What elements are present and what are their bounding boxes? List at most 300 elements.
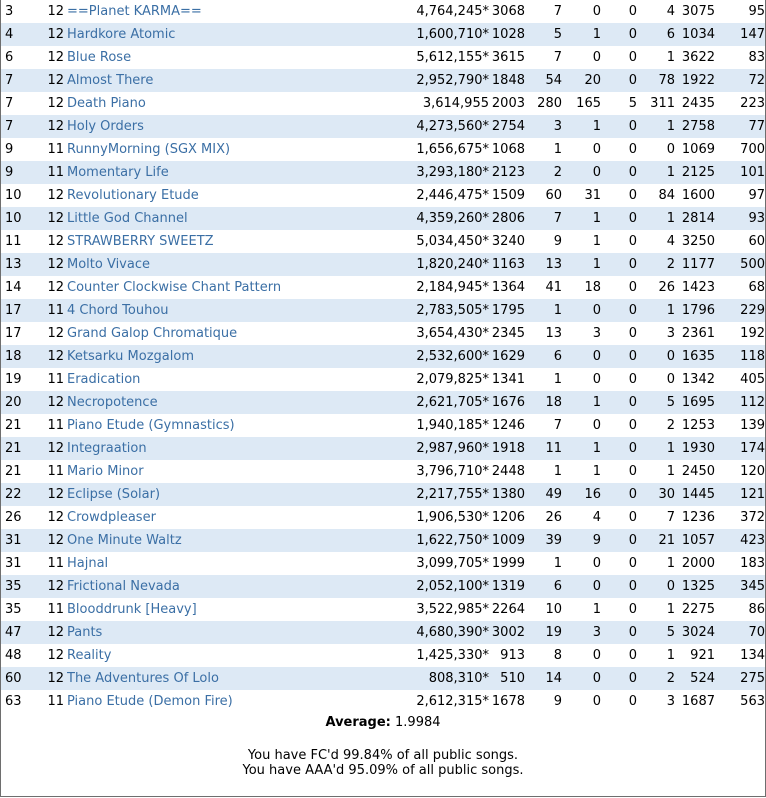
song-link[interactable]: The Adventures Of Lolo — [67, 671, 219, 686]
song-cell — [67, 621, 405, 644]
count-2-cell: 7 — [525, 414, 562, 437]
count-4-cell: 0 — [601, 46, 637, 69]
count-2-cell: 9 — [525, 690, 562, 713]
song-link[interactable]: STRAWBERRY SWEETZ — [67, 234, 214, 249]
count-2-cell: 2 — [525, 161, 562, 184]
difficulty-cell: 12 — [45, 0, 67, 23]
song-link[interactable]: Integraation — [67, 441, 147, 456]
count-1-cell: 2264 — [489, 598, 525, 621]
song-cell — [67, 92, 405, 115]
count-6-cell: 3250 — [675, 230, 715, 253]
difficulty-cell: 11 — [45, 138, 67, 161]
rank-cell: 17 — [1, 299, 45, 322]
count-7-cell: 70 — [715, 621, 765, 644]
count-1-cell: 2448 — [489, 460, 525, 483]
count-3-cell: 1 — [562, 230, 601, 253]
rank-cell: 20 — [1, 391, 45, 414]
difficulty-cell: 11 — [45, 299, 67, 322]
score-cell: 4,359,260* — [405, 207, 489, 230]
rank-cell: 31 — [1, 552, 45, 575]
difficulty-cell: 12 — [45, 506, 67, 529]
count-5-cell: 3 — [637, 690, 675, 713]
count-4-cell: 0 — [601, 23, 637, 46]
count-5-cell: 2 — [637, 253, 675, 276]
count-2-cell: 8 — [525, 644, 562, 667]
song-cell — [67, 253, 405, 276]
count-1-cell: 510 — [489, 667, 525, 690]
song-cell — [67, 529, 405, 552]
count-4-cell: 0 — [601, 391, 637, 414]
count-4-cell: 0 — [601, 69, 637, 92]
count-5-cell: 26 — [637, 276, 675, 299]
count-3-cell: 4 — [562, 506, 601, 529]
song-cell — [67, 161, 405, 184]
table-row — [1, 322, 765, 345]
song-link[interactable]: 4 Chord Touhou — [67, 303, 169, 318]
count-2-cell: 1 — [525, 460, 562, 483]
song-cell — [67, 575, 405, 598]
count-3-cell: 1 — [562, 207, 601, 230]
count-4-cell: 0 — [601, 276, 637, 299]
count-5-cell: 1 — [637, 437, 675, 460]
rank-cell: 26 — [1, 506, 45, 529]
song-link[interactable]: Eclipse (Solar) — [67, 487, 161, 502]
count-5-cell: 1 — [637, 115, 675, 138]
count-6-cell: 2450 — [675, 460, 715, 483]
count-4-cell: 0 — [601, 552, 637, 575]
count-2-cell: 19 — [525, 621, 562, 644]
difficulty-cell: 12 — [45, 184, 67, 207]
score-cell: 5,034,450* — [405, 230, 489, 253]
rank-cell: 6 — [1, 46, 45, 69]
count-1-cell: 3068 — [489, 0, 525, 23]
count-3-cell: 165 — [562, 92, 601, 115]
count-7-cell: 275 — [715, 667, 765, 690]
count-7-cell: 500 — [715, 253, 765, 276]
score-cell: 3,099,705* — [405, 552, 489, 575]
table-row — [1, 115, 765, 138]
rank-cell: 47 — [1, 621, 45, 644]
song-link[interactable]: Grand Galop Chromatique — [67, 326, 238, 341]
score-cell: 3,522,985* — [405, 598, 489, 621]
count-6-cell: 2000 — [675, 552, 715, 575]
count-2-cell: 13 — [525, 253, 562, 276]
count-5-cell: 3 — [637, 322, 675, 345]
count-1-cell: 2345 — [489, 322, 525, 345]
count-6-cell: 1342 — [675, 368, 715, 391]
score-cell: 2,952,790* — [405, 69, 489, 92]
count-2-cell: 6 — [525, 575, 562, 598]
count-5-cell: 1 — [637, 207, 675, 230]
song-link[interactable]: Piano Etude (Gymnastics) — [67, 418, 235, 433]
count-3-cell: 20 — [562, 69, 601, 92]
count-7-cell: 120 — [715, 460, 765, 483]
rank-cell: 13 — [1, 253, 45, 276]
difficulty-cell: 12 — [45, 483, 67, 506]
score-cell: 3,796,710* — [405, 460, 489, 483]
count-3-cell: 9 — [562, 529, 601, 552]
count-7-cell: 118 — [715, 345, 765, 368]
count-2-cell: 41 — [525, 276, 562, 299]
count-1-cell: 1918 — [489, 437, 525, 460]
table-row — [1, 0, 765, 23]
count-4-cell: 0 — [601, 483, 637, 506]
rank-cell: 35 — [1, 598, 45, 621]
score-cell: 1,425,330* — [405, 644, 489, 667]
count-6-cell: 1177 — [675, 253, 715, 276]
count-5-cell: 0 — [637, 368, 675, 391]
rank-cell: 21 — [1, 437, 45, 460]
difficulty-cell: 12 — [45, 621, 67, 644]
count-7-cell: 183 — [715, 552, 765, 575]
scores-table-body — [1, 0, 765, 713]
count-2-cell: 1 — [525, 552, 562, 575]
count-4-cell: 0 — [601, 575, 637, 598]
count-4-cell: 0 — [601, 322, 637, 345]
song-link[interactable]: Molto Vivace — [67, 257, 150, 272]
count-6-cell: 2435 — [675, 92, 715, 115]
song-cell — [67, 46, 405, 69]
rank-cell: 10 — [1, 184, 45, 207]
count-6-cell: 3622 — [675, 46, 715, 69]
count-3-cell: 1 — [562, 460, 601, 483]
song-link[interactable]: Necropotence — [67, 395, 158, 410]
song-link[interactable]: Holy Orders — [67, 119, 144, 134]
song-link[interactable]: Hajnal — [67, 556, 109, 571]
score-cell: 3,654,430* — [405, 322, 489, 345]
count-6-cell: 2814 — [675, 207, 715, 230]
difficulty-cell: 12 — [45, 46, 67, 69]
song-link[interactable]: Counter Clockwise Chant Pattern — [67, 280, 282, 295]
count-5-cell: 78 — [637, 69, 675, 92]
count-7-cell: 77 — [715, 115, 765, 138]
count-4-cell: 0 — [601, 598, 637, 621]
count-1-cell: 2754 — [489, 115, 525, 138]
score-cell: 4,273,560* — [405, 115, 489, 138]
song-cell — [67, 414, 405, 437]
difficulty-cell: 12 — [45, 667, 67, 690]
count-3-cell: 0 — [562, 161, 601, 184]
song-link[interactable]: Frictional Nevada — [67, 579, 180, 594]
difficulty-cell: 12 — [45, 207, 67, 230]
difficulty-cell: 12 — [45, 253, 67, 276]
count-4-cell: 0 — [601, 460, 637, 483]
table-row — [1, 529, 765, 552]
song-link[interactable]: RunnyMorning (SGX MIX) — [67, 142, 231, 157]
rank-cell: 9 — [1, 161, 45, 184]
rank-cell: 4 — [1, 23, 45, 46]
count-4-cell: 0 — [601, 253, 637, 276]
score-cell: 1,820,240* — [405, 253, 489, 276]
song-cell — [67, 184, 405, 207]
song-cell — [67, 207, 405, 230]
difficulty-cell: 12 — [45, 322, 67, 345]
rank-cell: 14 — [1, 276, 45, 299]
table-row — [1, 253, 765, 276]
song-link[interactable]: Revolutionary Etude — [67, 188, 199, 203]
fc-percentage-text: You have FC'd 99.84% of all public songs. — [247, 748, 519, 763]
count-2-cell: 7 — [525, 46, 562, 69]
count-5-cell: 6 — [637, 23, 675, 46]
count-3-cell: 1 — [562, 115, 601, 138]
average-line — [1, 714, 765, 732]
count-6-cell: 524 — [675, 667, 715, 690]
score-cell: 1,656,675* — [405, 138, 489, 161]
song-cell — [67, 0, 405, 23]
song-cell — [67, 115, 405, 138]
count-5-cell: 1 — [637, 644, 675, 667]
count-3-cell: 31 — [562, 184, 601, 207]
count-7-cell: 229 — [715, 299, 765, 322]
song-link[interactable]: Ketsarku Mozgalom — [67, 349, 194, 364]
song-link[interactable]: One Minute Waltz — [67, 533, 182, 548]
table-row — [1, 414, 765, 437]
song-cell — [67, 690, 405, 713]
table-row — [1, 276, 765, 299]
count-2-cell: 1 — [525, 299, 562, 322]
count-5-cell: 0 — [637, 138, 675, 161]
difficulty-cell: 12 — [45, 391, 67, 414]
count-3-cell: 0 — [562, 299, 601, 322]
count-3-cell: 0 — [562, 644, 601, 667]
song-cell — [67, 598, 405, 621]
count-1-cell: 1246 — [489, 414, 525, 437]
score-cell: 1,906,530* — [405, 506, 489, 529]
song-cell — [67, 483, 405, 506]
count-3-cell: 16 — [562, 483, 601, 506]
song-link[interactable]: ==Planet KARMA== — [67, 4, 202, 19]
count-1-cell: 1629 — [489, 345, 525, 368]
song-cell — [67, 506, 405, 529]
table-row — [1, 230, 765, 253]
score-cell: 1,622,750* — [405, 529, 489, 552]
song-cell — [67, 437, 405, 460]
count-2-cell: 280 — [525, 92, 562, 115]
song-link[interactable]: Eradication — [67, 372, 141, 387]
song-cell — [67, 345, 405, 368]
count-6-cell: 1325 — [675, 575, 715, 598]
count-1-cell: 1206 — [489, 506, 525, 529]
song-link[interactable]: Blue Rose — [67, 50, 132, 65]
song-link[interactable]: Death Piano — [67, 96, 146, 111]
count-1-cell: 1509 — [489, 184, 525, 207]
rank-cell: 7 — [1, 69, 45, 92]
difficulty-cell: 12 — [45, 529, 67, 552]
count-7-cell: 60 — [715, 230, 765, 253]
difficulty-cell: 12 — [45, 69, 67, 92]
count-5-cell: 5 — [637, 391, 675, 414]
count-5-cell: 4 — [637, 230, 675, 253]
difficulty-cell: 11 — [45, 368, 67, 391]
count-7-cell: 95 — [715, 0, 765, 23]
song-link[interactable]: Reality — [67, 648, 112, 663]
aaa-percentage-text: You have AAA'd 95.09% of all public songs. — [242, 763, 524, 778]
count-4-cell: 0 — [601, 667, 637, 690]
count-6-cell: 1687 — [675, 690, 715, 713]
difficulty-cell: 11 — [45, 460, 67, 483]
count-4-cell: 0 — [601, 644, 637, 667]
song-cell — [67, 368, 405, 391]
table-row — [1, 345, 765, 368]
table-row — [1, 161, 765, 184]
table-row — [1, 46, 765, 69]
count-2-cell: 7 — [525, 0, 562, 23]
count-1-cell: 1380 — [489, 483, 525, 506]
count-6-cell: 1600 — [675, 184, 715, 207]
count-6-cell: 2758 — [675, 115, 715, 138]
count-4-cell: 0 — [601, 506, 637, 529]
count-2-cell: 7 — [525, 207, 562, 230]
rank-cell: 35 — [1, 575, 45, 598]
count-3-cell: 18 — [562, 276, 601, 299]
count-5-cell: 21 — [637, 529, 675, 552]
rank-cell: 63 — [1, 690, 45, 713]
song-link[interactable]: Mario Minor — [67, 464, 144, 479]
average-value: 1.9984 — [395, 715, 441, 730]
difficulty-cell: 12 — [45, 92, 67, 115]
count-1-cell: 1795 — [489, 299, 525, 322]
song-link[interactable]: Piano Etude (Demon Fire) — [67, 694, 233, 709]
count-1-cell: 1068 — [489, 138, 525, 161]
count-4-cell: 0 — [601, 345, 637, 368]
rank-cell: 19 — [1, 368, 45, 391]
count-5-cell: 5 — [637, 621, 675, 644]
count-6-cell: 1069 — [675, 138, 715, 161]
count-5-cell: 1 — [637, 460, 675, 483]
count-7-cell: 97 — [715, 184, 765, 207]
count-5-cell: 1 — [637, 552, 675, 575]
count-7-cell: 83 — [715, 46, 765, 69]
count-1-cell: 1678 — [489, 690, 525, 713]
count-6-cell: 1057 — [675, 529, 715, 552]
count-4-cell: 0 — [601, 414, 637, 437]
table-row — [1, 138, 765, 161]
count-1-cell: 1364 — [489, 276, 525, 299]
table-row — [1, 69, 765, 92]
rank-cell: 11 — [1, 230, 45, 253]
difficulty-cell: 12 — [45, 437, 67, 460]
count-4-cell: 0 — [601, 437, 637, 460]
table-row — [1, 207, 765, 230]
rank-cell: 21 — [1, 460, 45, 483]
difficulty-cell: 11 — [45, 161, 67, 184]
difficulty-cell: 11 — [45, 598, 67, 621]
rank-cell: 3 — [1, 0, 45, 23]
song-link[interactable]: Almost There — [67, 73, 154, 88]
count-6-cell: 3075 — [675, 0, 715, 23]
difficulty-cell: 12 — [45, 23, 67, 46]
song-link[interactable]: Little God Channel — [67, 211, 188, 226]
difficulty-cell: 12 — [45, 230, 67, 253]
count-3-cell: 1 — [562, 253, 601, 276]
song-link[interactable]: Pants — [67, 625, 103, 640]
count-4-cell: 0 — [601, 0, 637, 23]
table-row — [1, 667, 765, 690]
count-6-cell: 1034 — [675, 23, 715, 46]
count-1-cell: 1848 — [489, 69, 525, 92]
count-4-cell: 0 — [601, 299, 637, 322]
count-7-cell: 372 — [715, 506, 765, 529]
score-cell: 2,987,960* — [405, 437, 489, 460]
count-7-cell: 223 — [715, 92, 765, 115]
count-6-cell: 1445 — [675, 483, 715, 506]
count-7-cell: 86 — [715, 598, 765, 621]
count-3-cell: 3 — [562, 621, 601, 644]
count-1-cell: 1999 — [489, 552, 525, 575]
count-7-cell: 134 — [715, 644, 765, 667]
score-cell: 4,680,390* — [405, 621, 489, 644]
song-link[interactable]: Momentary Life — [67, 165, 169, 180]
table-row — [1, 483, 765, 506]
song-link[interactable]: Hardkore Atomic — [67, 27, 176, 42]
count-4-cell: 0 — [601, 115, 637, 138]
count-5-cell: 0 — [637, 345, 675, 368]
song-cell — [67, 299, 405, 322]
difficulty-cell: 12 — [45, 575, 67, 598]
rank-cell: 31 — [1, 529, 45, 552]
count-6-cell: 1253 — [675, 414, 715, 437]
count-1-cell: 1341 — [489, 368, 525, 391]
count-7-cell: 139 — [715, 414, 765, 437]
song-link[interactable]: Crowdpleaser — [67, 510, 156, 525]
count-7-cell: 147 — [715, 23, 765, 46]
score-cell: 2,612,315* — [405, 690, 489, 713]
table-row — [1, 368, 765, 391]
count-6-cell: 1796 — [675, 299, 715, 322]
count-2-cell: 14 — [525, 667, 562, 690]
song-cell — [67, 276, 405, 299]
count-5-cell: 1 — [637, 598, 675, 621]
average-label: Average: — [325, 715, 391, 730]
rank-cell: 48 — [1, 644, 45, 667]
count-2-cell: 5 — [525, 23, 562, 46]
difficulty-cell: 11 — [45, 414, 67, 437]
rank-cell: 21 — [1, 414, 45, 437]
score-cell: 5,612,155* — [405, 46, 489, 69]
count-7-cell: 93 — [715, 207, 765, 230]
count-1-cell: 1163 — [489, 253, 525, 276]
score-cell: 2,446,475* — [405, 184, 489, 207]
count-2-cell: 49 — [525, 483, 562, 506]
song-link[interactable]: Blooddrunk [Heavy] — [67, 602, 197, 617]
rank-cell: 22 — [1, 483, 45, 506]
count-4-cell: 0 — [601, 368, 637, 391]
score-cell: 2,532,600* — [405, 345, 489, 368]
table-row — [1, 299, 765, 322]
count-3-cell: 0 — [562, 552, 601, 575]
count-5-cell: 2 — [637, 667, 675, 690]
count-2-cell: 60 — [525, 184, 562, 207]
count-1-cell: 1028 — [489, 23, 525, 46]
count-1-cell: 1319 — [489, 575, 525, 598]
count-3-cell: 1 — [562, 598, 601, 621]
count-4-cell: 5 — [601, 92, 637, 115]
count-7-cell: 68 — [715, 276, 765, 299]
song-cell — [67, 69, 405, 92]
count-5-cell: 84 — [637, 184, 675, 207]
count-4-cell: 0 — [601, 184, 637, 207]
count-3-cell: 0 — [562, 46, 601, 69]
table-row — [1, 184, 765, 207]
count-6-cell: 1930 — [675, 437, 715, 460]
score-cell: 2,621,705* — [405, 391, 489, 414]
count-4-cell: 0 — [601, 529, 637, 552]
table-row — [1, 621, 765, 644]
count-3-cell: 1 — [562, 391, 601, 414]
count-4-cell: 0 — [601, 690, 637, 713]
difficulty-cell: 12 — [45, 644, 67, 667]
rank-cell: 60 — [1, 667, 45, 690]
